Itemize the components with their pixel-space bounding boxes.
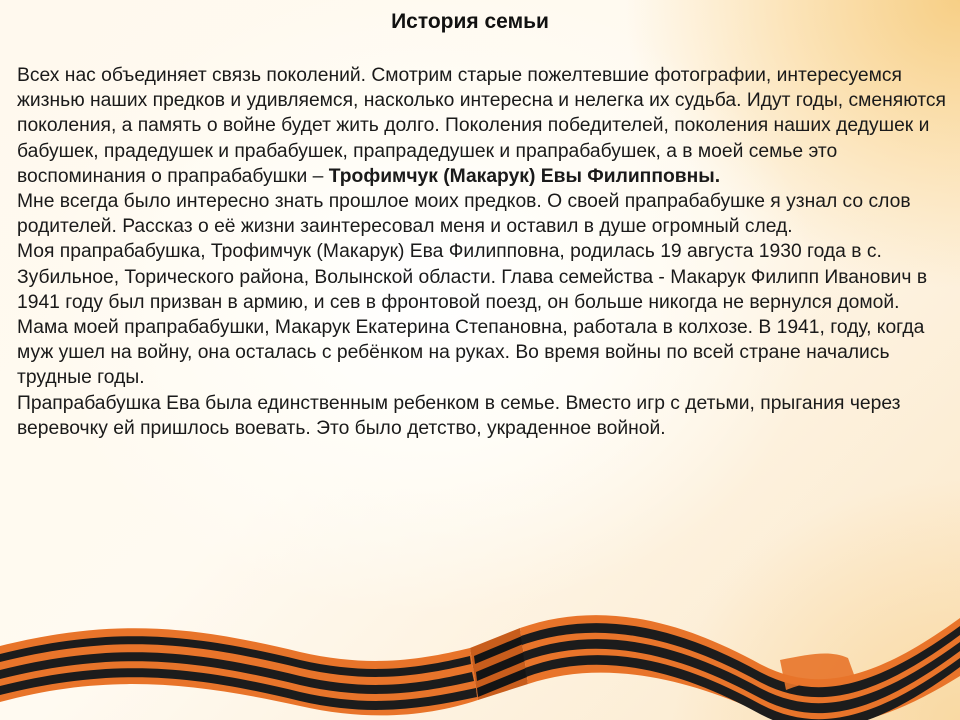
paragraph-1-text: Всех нас объединяет связь поколений. Смотрим старые пожелтевшие фотографии, интересуемся жизнью наших предков и удивляемся, насколько интересна и нелегка их судьба. Идут годы, сменяются поколения, а память о войне будет жить долго. Поколения победителей, поколения наших дедушек и бабушек, прадедушек и прабабушек, прапрадедушек и прапрабабушек, а в моей семье это воспоминания о прапрабабушки – [17, 65, 946, 187]
paragraph-5: Прапрабабушка Ева была единственным ребенком в семье. Вместо игр с детьми, прыгания через веревочку ей пришлось воевать. Это было детство, украденное войной. [17, 392, 901, 439]
paragraph-4: Мама моей прапрабабушки, Макарук Екатерина Степановна, работала в колхозе. В 1941, году, когда муж ушел на войну, она осталась с ребёнком на руках. Во время войны по всей стране начались трудные годы. [17, 317, 925, 389]
ribbon-right-part [520, 615, 960, 720]
paragraph-1-bold-name: Трофимчук (Макарук) Евы Филипповны. [328, 165, 721, 187]
ribbon-left-part [0, 628, 478, 715]
paragraph-2: Мне всегда было интересно знать прошлое моих предков. О своей прапрабабушке я узнал со слов родителей. Рассказ о её жизни заинтересовал меня и оставил в душе огромный след. [17, 191, 911, 238]
slide-title: История семьи [391, 10, 549, 33]
ribbon-fold [470, 628, 528, 700]
paragraph-3: Моя прапрабабушка, Трофимчук (Макарук) Ева Филипповна, родилась 19 августа 1930 года в с. Зубильное, Торического района, Волынской области. Глава семейства - Макарук Филипп Иванович в 1941 году был призван в армию, и сев в фронтовой поезд, он больше никогда не вернулся домой. [17, 241, 928, 313]
